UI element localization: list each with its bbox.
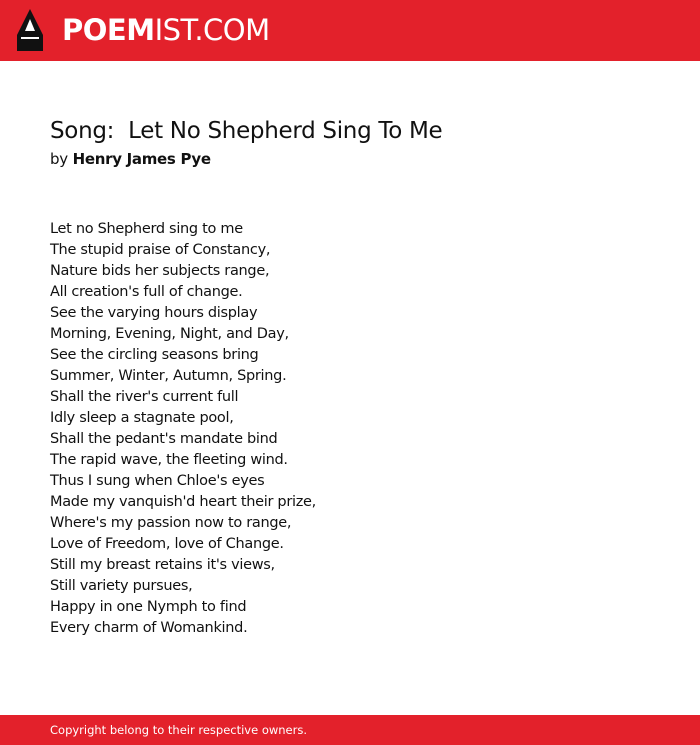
poem-body — [50, 219, 316, 639]
poem-line: Happy in one Nymph to find — [50, 599, 247, 615]
poem-line: The stupid praise of Constancy, — [50, 242, 271, 258]
poem-title: Song: Let No Shepherd Sing To Me — [50, 118, 443, 144]
poem-line: Morning, Evening, Night, and Day, — [50, 326, 289, 342]
poem-line: Shall the pedant's mandate bind — [50, 431, 278, 447]
byline-label: by — [50, 150, 68, 168]
poem-line: Let no Shepherd sing to me — [50, 221, 243, 237]
author-name: Henry James Pye — [72, 150, 211, 168]
poem-line: Love of Freedom, love of Change. — [50, 536, 284, 552]
site-header — [0, 0, 700, 61]
poem-line: See the varying hours display — [50, 305, 258, 321]
poem-line: See the circling seasons bring — [50, 347, 259, 363]
site-footer — [0, 715, 700, 745]
poem-line: Idly sleep a stagnate pool, — [50, 410, 234, 426]
poem-line: Made my vanquish'd heart their prize, — [50, 494, 316, 510]
pencil-icon[interactable] — [17, 9, 43, 51]
logo-text-bold: POEM — [62, 13, 155, 47]
byline — [50, 149, 211, 169]
poem-line: Still my breast retains it's views, — [50, 557, 275, 573]
poem-line: Still variety pursues, — [50, 578, 193, 594]
logo-text-light: IST.COM — [154, 13, 270, 47]
poem-line: The rapid wave, the fleeting wind. — [50, 452, 288, 468]
poem-line: Thus I sung when Chloe's eyes — [50, 473, 265, 489]
poem-line: Shall the river's current full — [50, 389, 239, 405]
site-logo[interactable] — [62, 13, 270, 47]
copyright-notice: Copyright belong to their respective owners. — [50, 723, 308, 737]
poem-line: Nature bids her subjects range, — [50, 263, 270, 279]
poem-line: Where's my passion now to range, — [50, 515, 292, 531]
poem-line: All creation's full of change. — [50, 284, 243, 300]
poem-line: Summer, Winter, Autumn, Spring. — [50, 368, 287, 384]
poem-line: Every charm of Womankind. — [50, 620, 248, 636]
